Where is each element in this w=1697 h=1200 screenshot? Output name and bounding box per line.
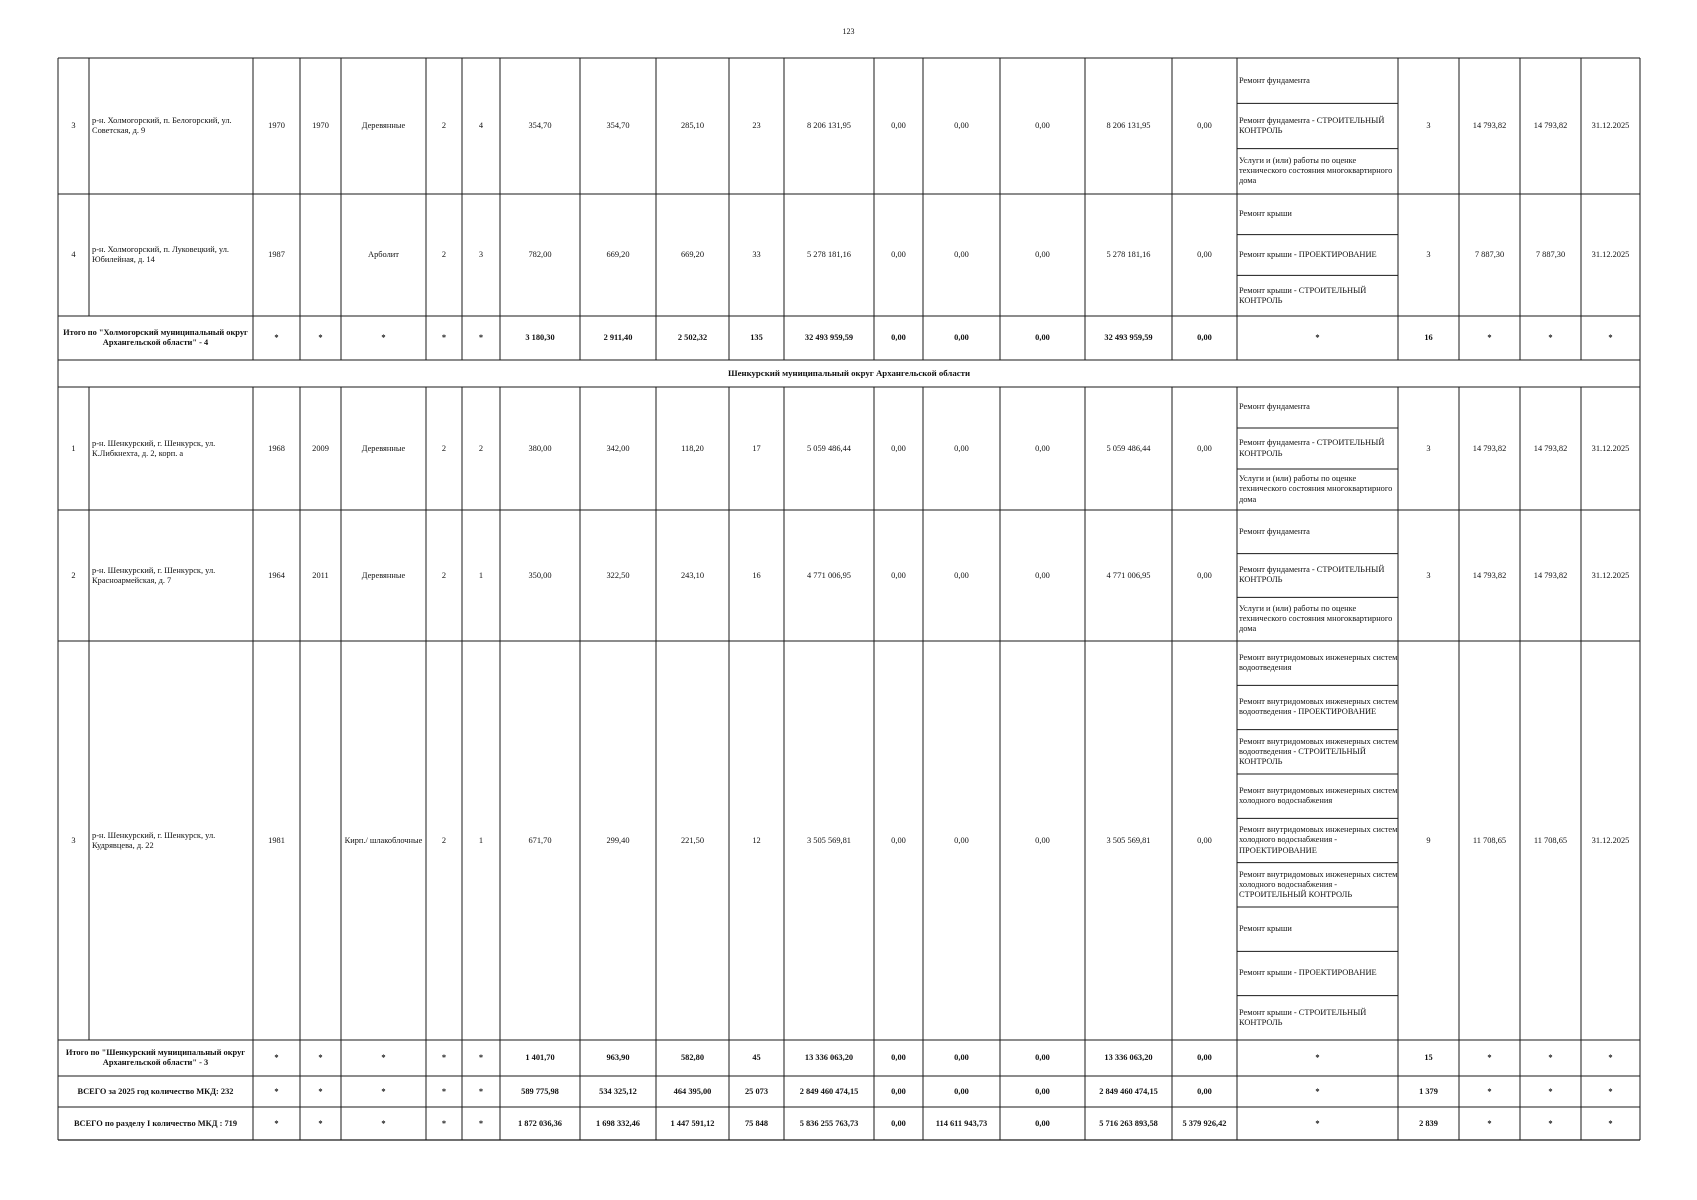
table-cell: 7 887,30 (1535, 250, 1566, 260)
table-cell: 31.12.2025 (1591, 250, 1630, 260)
table-cell: 5 059 486,44 (807, 443, 851, 453)
table-cell: 669,20 (680, 250, 705, 260)
total-cell: * (1548, 1053, 1553, 1063)
table-cell: 1 (478, 835, 484, 845)
row-number: 3 (71, 835, 76, 845)
work-type-item: Ремонт фундамента - СТРОИТЕЛЬНЫЙ КОНТРОЛЬ (1239, 565, 1385, 585)
total-cell: 0,00 (891, 1086, 906, 1096)
table-cell: 0,00 (954, 835, 969, 845)
table-cell: 1970 (268, 121, 285, 131)
total-cell: * (1608, 1086, 1613, 1096)
total-cell: 0,00 (954, 1053, 969, 1063)
table-cell: 14 793,82 (1472, 121, 1507, 131)
total-cell: 3 180,30 (525, 333, 555, 343)
total-cell: * (1548, 1086, 1553, 1096)
work-type-item: Ремонт внутридомовых инженерных систем холодного водоснабжения - ПРОЕКТИРОВАНИЕ (1239, 825, 1398, 855)
total-cell: 0,00 (1197, 333, 1212, 343)
total-cell: * (381, 1118, 386, 1128)
table-cell: 31.12.2025 (1591, 121, 1630, 131)
total-cell: 1 698 332,46 (596, 1118, 640, 1128)
table-cell: 0,00 (954, 570, 969, 580)
total-cell: 13 336 063,20 (804, 1053, 854, 1063)
total-cell: * (1315, 1086, 1320, 1096)
table-cell: 2 (478, 443, 484, 453)
table-cell: 5 278 181,16 (807, 250, 851, 260)
table-cell: 14 793,82 (1533, 570, 1568, 580)
total-cell: 135 (750, 333, 763, 343)
table-cell: 33 (752, 250, 761, 260)
table-cell: 0,00 (1035, 443, 1050, 453)
table-cell: 4 771 006,95 (807, 570, 851, 580)
table-cell: 782,00 (528, 250, 552, 260)
table-cell: 4 771 006,95 (1106, 570, 1151, 580)
table-cell: 0,00 (1197, 121, 1212, 131)
work-type-item: Ремонт фундамента (1239, 402, 1310, 412)
grand-total-label: ВСЕГО за 2025 год количество МКД: 232 (77, 1086, 234, 1096)
total-cell: * (441, 1118, 447, 1128)
table-cell: 7 887,30 (1474, 250, 1505, 260)
table-cell: 17 (752, 443, 761, 453)
work-type-item: Ремонт внутридомовых инженерных систем водоотведения - СТРОИТЕЛЬНЫЙ КОНТРОЛЬ (1239, 736, 1398, 766)
table-cell: 380,00 (528, 443, 552, 453)
table-cell: 1964 (268, 570, 285, 580)
table-cell: 5 278 181,16 (1106, 250, 1151, 260)
address-cell: р-н. Холмогорский, п. Луковецкий, ул. Юбилейная, д. 14 (92, 245, 230, 264)
table-cell: 1970 (312, 121, 329, 131)
work-type-item: Ремонт фундамента (1239, 526, 1310, 536)
table-cell: 12 (752, 835, 761, 845)
work-type-item: Ремонт крыши - ПРОЕКТИРОВАНИЕ (1239, 968, 1377, 978)
total-cell: * (478, 1053, 484, 1063)
table-cell: 14 793,82 (1472, 570, 1507, 580)
total-cell: 0,00 (954, 1086, 969, 1096)
table-cell: 0,00 (1035, 835, 1050, 845)
work-type-item: Ремонт фундамента - СТРОИТЕЛЬНЫЙ КОНТРОЛЬ (1239, 115, 1385, 135)
table-cell: 23 (752, 121, 761, 131)
table-cell: 0,00 (1197, 835, 1212, 845)
table-cell: 299,40 (606, 835, 630, 845)
total-cell: * (1487, 1118, 1492, 1128)
subtotal-label: Итого по "Холмогорский муниципальный округ Архангельской области" - 4 (63, 328, 248, 347)
total-cell: 16 (1424, 333, 1433, 343)
table-cell: 2011 (312, 570, 329, 580)
table-cell: 11 708,65 (1533, 835, 1568, 845)
table-cell: 3 (1426, 121, 1431, 131)
table-cell: Кирп./ шлакоблочные (344, 835, 423, 845)
total-cell: 0,00 (1035, 333, 1050, 343)
work-type-item: Ремонт внутридомовых инженерных систем холодного водоснабжения - СТРОИТЕЛЬНЫЙ КОНТРОЛЬ (1239, 869, 1398, 899)
table-cell: 0,00 (891, 121, 906, 131)
total-cell: 32 493 959,59 (804, 333, 854, 343)
table-cell: 118,20 (681, 443, 704, 453)
total-cell: 5 836 255 763,73 (799, 1118, 859, 1128)
table-cell: 9 (1426, 835, 1431, 845)
row-number: 2 (71, 570, 76, 580)
work-type-item: Ремонт крыши - ПРОЕКТИРОВАНИЕ (1239, 249, 1377, 259)
total-cell: 1 447 591,12 (670, 1118, 715, 1128)
table-cell: 14 793,82 (1472, 443, 1507, 453)
table-cell: 0,00 (1035, 250, 1050, 260)
total-cell: 1 872 036,36 (518, 1118, 562, 1128)
table-cell: 0,00 (891, 570, 906, 580)
table-cell: 669,20 (606, 250, 630, 260)
total-cell: 0,00 (1035, 1086, 1050, 1096)
total-cell: 2 849 460 474,15 (1099, 1086, 1158, 1096)
total-cell: 75 848 (744, 1118, 769, 1128)
grand-total-label: ВСЕГО по разделу I количество МКД : 719 (73, 1118, 238, 1128)
total-cell: 2 502,32 (677, 333, 708, 343)
table-cell: 3 (1426, 250, 1431, 260)
subtotal-label: Итого по "Шенкурский муниципальный округ Архангельской области" - 3 (65, 1048, 246, 1067)
table-cell: 0,00 (954, 443, 969, 453)
table-cell: 0,00 (891, 443, 906, 453)
total-cell: 13 336 063,20 (1104, 1053, 1153, 1063)
table-cell: 350,00 (528, 570, 552, 580)
total-cell: * (1548, 333, 1553, 343)
total-cell: 534 325,12 (599, 1086, 637, 1096)
table-cell: 221,50 (680, 835, 705, 845)
total-cell: 589 775,98 (521, 1086, 559, 1096)
total-cell: * (1315, 333, 1320, 343)
table-cell: 285,10 (680, 121, 705, 131)
table-cell: 342,00 (606, 443, 630, 453)
table-cell (300, 641, 341, 1040)
total-cell: 963,90 (606, 1053, 630, 1063)
total-cell: 0,00 (891, 333, 906, 343)
table-cell: 11 708,65 (1472, 835, 1507, 845)
table-cell: 354,70 (528, 121, 552, 131)
table-cell: 0,00 (1035, 570, 1050, 580)
work-type-item: Ремонт фундамента - СТРОИТЕЛЬНЫЙ КОНТРОЛЬ (1239, 438, 1385, 458)
total-cell: * (318, 1086, 323, 1096)
table-cell: 2 (441, 443, 447, 453)
table-cell: 5 059 486,44 (1106, 443, 1151, 453)
total-cell: * (318, 1053, 323, 1063)
total-cell: * (441, 333, 447, 343)
table-cell: 1981 (268, 835, 285, 845)
total-cell: 25 073 (744, 1086, 769, 1096)
total-cell: * (441, 1086, 447, 1096)
table-cell: 31.12.2025 (1591, 835, 1630, 845)
table-cell: 3 505 569,81 (1106, 835, 1151, 845)
table-cell: 16 (752, 570, 761, 580)
work-type-item: Ремонт внутридомовых инженерных систем водоотведения (1239, 653, 1398, 673)
work-type-item: Ремонт внутридомовых инженерных систем холодного водоснабжения (1239, 786, 1398, 806)
total-cell: * (1548, 1118, 1553, 1128)
total-cell: * (381, 1053, 386, 1063)
total-cell: 464 395,00 (673, 1086, 712, 1096)
total-cell: * (478, 1086, 484, 1096)
address-cell: р-н. Шенкурский, г. Шенкурск, ул. К.Либкнехта, д. 2, корп. а (92, 438, 216, 458)
total-cell: * (1608, 1053, 1613, 1063)
work-type-item: Ремонт внутридомовых инженерных систем водоотведения - ПРОЕКТИРОВАНИЕ (1239, 697, 1398, 717)
total-cell: * (478, 1118, 484, 1128)
work-type-item: Услуги и (или) работы по оценке технического состояния многоквартирного дома (1239, 474, 1393, 504)
section-heading: Шенкурский муниципальный округ Архангельской области (727, 368, 971, 379)
table-cell: 14 793,82 (1533, 121, 1568, 131)
total-cell: 0,00 (954, 333, 969, 343)
table-cell: 0,00 (954, 121, 969, 131)
table-cell: 0,00 (1197, 570, 1212, 580)
table-cell: 322,50 (606, 570, 630, 580)
table-cell: Деревянные (361, 570, 406, 580)
table-cell: 671,70 (528, 835, 552, 845)
table-cell: 0,00 (891, 835, 906, 845)
address-cell: р-н. Шенкурский, г. Шенкурск, ул. Красноармейская, д. 7 (92, 565, 216, 585)
row-number: 3 (71, 121, 76, 131)
total-cell: * (1487, 333, 1492, 343)
total-cell: 2 911,40 (603, 333, 633, 343)
total-cell: 0,00 (891, 1053, 906, 1063)
total-cell: * (274, 1053, 279, 1063)
table-cell: Деревянные (361, 443, 406, 453)
total-cell: * (1487, 1053, 1492, 1063)
table-cell: 2009 (312, 443, 329, 453)
table-cell: 3 (1426, 443, 1431, 453)
total-cell: * (274, 333, 279, 343)
table-cell: 4 (478, 121, 484, 131)
work-type-item: Ремонт крыши - СТРОИТЕЛЬНЫЙ КОНТРОЛЬ (1239, 1007, 1367, 1027)
total-cell: 0,00 (1035, 1053, 1050, 1063)
total-cell: 0,00 (891, 1118, 906, 1128)
total-cell: * (1487, 1086, 1492, 1096)
total-cell: * (478, 333, 484, 343)
total-cell: * (274, 1086, 279, 1096)
total-cell: * (1608, 1118, 1613, 1128)
work-type-item: Ремонт крыши (1239, 209, 1292, 219)
table-cell: 0,00 (891, 250, 906, 260)
address-cell: р-н. Холмогорский, п. Белогорский, ул. Советская, д. 9 (92, 116, 232, 135)
total-cell: * (1608, 333, 1613, 343)
total-cell: 5 379 926,42 (1182, 1118, 1227, 1128)
table-cell: 3 505 569,81 (807, 835, 851, 845)
total-cell: 2 849 460 474,15 (799, 1086, 859, 1096)
total-cell: 1 379 (1419, 1086, 1438, 1096)
table-cell: 3 (1426, 570, 1431, 580)
total-cell: * (318, 333, 323, 343)
table-cell: 1968 (268, 443, 285, 453)
total-cell: 2 839 (1419, 1118, 1438, 1128)
row-number: 4 (71, 250, 76, 260)
table-cell: 0,00 (1197, 250, 1212, 260)
total-cell: 0,00 (1197, 1053, 1212, 1063)
total-cell: 5 716 263 893,58 (1099, 1118, 1158, 1128)
table-cell: Арболит (368, 250, 399, 260)
table-cell: 3 (478, 250, 484, 260)
total-cell: 0,00 (1035, 1118, 1050, 1128)
total-cell: * (381, 1086, 386, 1096)
table-cell: 0,00 (954, 250, 969, 260)
work-type-item: Ремонт крыши (1239, 924, 1292, 934)
table-cell: 2 (441, 250, 447, 260)
work-type-item: Ремонт фундамента (1239, 75, 1310, 85)
table-cell: 31.12.2025 (1591, 570, 1630, 580)
total-cell: 15 (1424, 1053, 1433, 1063)
page-number: 123 (842, 27, 855, 36)
table-cell: 31.12.2025 (1591, 443, 1630, 453)
table-cell: 2 (441, 121, 447, 131)
table-cell: 243,10 (680, 570, 705, 580)
total-cell: 0,00 (1197, 1086, 1212, 1096)
total-cell: 32 493 959,59 (1104, 333, 1153, 343)
total-cell: * (318, 1118, 323, 1128)
table-cell: 2 (441, 570, 447, 580)
total-cell: * (441, 1053, 447, 1063)
work-type-item: Услуги и (или) работы по оценке технического состояния многоквартирного дома (1239, 156, 1393, 186)
table-cell: 0,00 (1197, 443, 1212, 453)
total-cell: 1 401,70 (525, 1053, 555, 1063)
table-cell: 354,70 (606, 121, 630, 131)
table-cell: 8 206 131,95 (1106, 121, 1151, 131)
total-cell: * (381, 333, 386, 343)
total-cell: 582,80 (680, 1053, 705, 1063)
table-cell: Деревянные (361, 121, 406, 131)
row-number: 1 (71, 443, 76, 453)
table-cell (300, 194, 341, 316)
table-cell: 8 206 131,95 (807, 121, 851, 131)
table-cell: 1987 (268, 250, 285, 260)
total-cell: * (1315, 1118, 1320, 1128)
table-cell: 14 793,82 (1533, 443, 1568, 453)
table-cell: 0,00 (1035, 121, 1050, 131)
work-type-item: Услуги и (или) работы по оценке технического состояния многоквартирного дома (1239, 604, 1393, 634)
work-type-item: Ремонт крыши - СТРОИТЕЛЬНЫЙ КОНТРОЛЬ (1239, 285, 1367, 305)
total-cell: 45 (752, 1053, 761, 1063)
address-cell: р-н. Шенкурский, г. Шенкурск, ул. Кудрявцева, д. 22 (92, 830, 216, 850)
table-cell: 1 (478, 570, 484, 580)
total-cell: * (274, 1118, 279, 1128)
total-cell: 114 611 943,73 (935, 1118, 988, 1128)
table-cell: 2 (441, 835, 447, 845)
total-cell: * (1315, 1053, 1320, 1063)
